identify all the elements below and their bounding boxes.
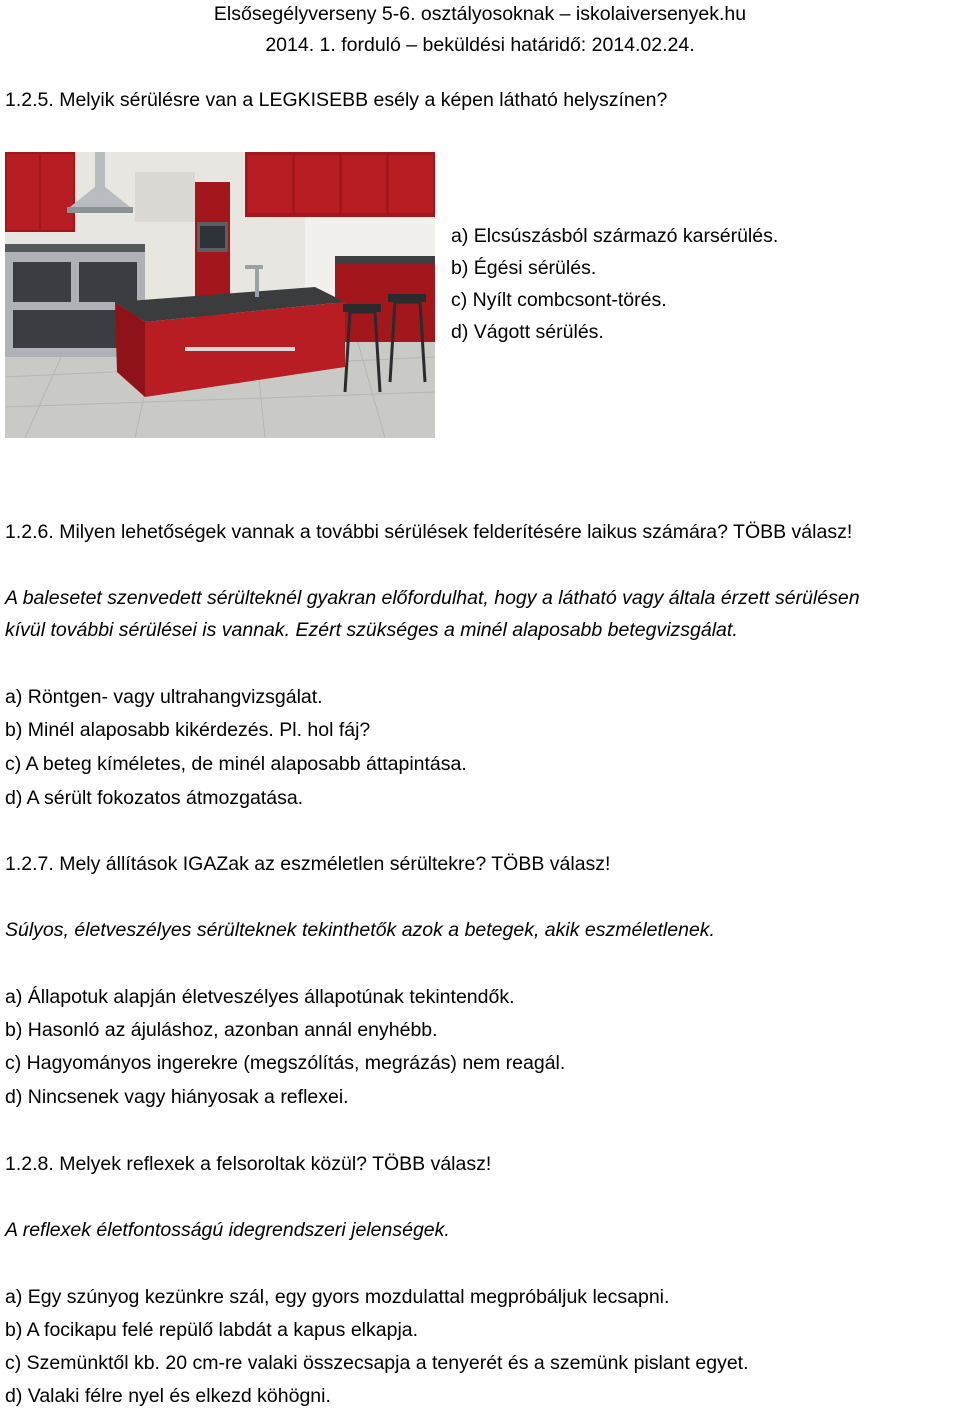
intro-1-2-6-line1: A balesetet szenvedett sérülteknél gyakran előfordulhat, hogy a látható vagy általa érzett sérülésen — [5, 587, 860, 609]
option-1-2-8-b: b) A focikapu felé repülő labdát a kapus elkapja. — [5, 1319, 419, 1341]
intro-1-2-6-line2: kívül további sérülései is vannak. Ezért szükséges a minél alaposabb betegvizsgálat. — [5, 619, 738, 641]
question-1-2-8: 1.2.8. Melyek reflexek a felsoroltak közül? TÖBB válasz! — [5, 1153, 492, 1175]
option-1-2-6-a: a) Röntgen- vagy ultrahangvizsgálat. — [5, 686, 323, 708]
option-1-2-6-b: b) Minél alaposabb kikérdezés. Pl. hol fáj? — [5, 719, 371, 741]
question-1-2-6: 1.2.6. Milyen lehetőségek vannak a további sérülések felderítésére laikus számára? TÖBB válasz! — [5, 521, 853, 543]
option-1-2-7-c: c) Hagyományos ingerekre (megszólítás, megrázás) nem reagál. — [5, 1052, 566, 1074]
question-1-2-7: 1.2.7. Mely állítások IGAZak az eszméletlen sérültekre? TÖBB válasz! — [5, 853, 611, 875]
header-title: Elsősegélyverseny 5-6. osztályosoknak – iskolaiversenyek.hu — [213, 3, 747, 25]
intro-1-2-7: Súlyos, életveszélyes sérülteknek tekinthetők azok a betegek, akik eszméletlenek. — [5, 919, 715, 941]
option-1-2-7-a: a) Állapotuk alapján életveszélyes állapotúnak tekintendők. — [5, 986, 515, 1008]
option-1-2-5-a: a) Elcsúszásból származó karsérülés. — [451, 225, 779, 247]
option-1-2-5-d: d) Vágott sérülés. — [451, 321, 604, 343]
header-deadline: 2014. 1. forduló – beküldési határidő: 2014.02.24. — [265, 34, 695, 56]
option-1-2-5-c: c) Nyílt combcsont-törés. — [451, 289, 667, 311]
question-1-2-5: 1.2.5. Melyik sérülésre van a LEGKISEBB esély a képen látható helyszínen? — [5, 89, 668, 111]
option-1-2-6-d: d) A sérült fokozatos átmozgatása. — [5, 787, 304, 809]
option-1-2-7-b: b) Hasonló az ájuláshoz, azonban annál enyhébb. — [5, 1019, 438, 1041]
kitchen-photo-icon — [5, 152, 435, 438]
option-1-2-7-d: d) Nincsenek vagy hiányosak a reflexei. — [5, 1086, 349, 1108]
option-1-2-6-c: c) A beteg kíméletes, de minél alaposabb áttapintása. — [5, 753, 467, 775]
option-1-2-8-d: d) Valaki félre nyel és elkezd köhögni. — [5, 1385, 331, 1407]
option-1-2-8-a: a) Egy szúnyog kezünkre szál, egy gyors mozdulattal megpróbáljuk lecsapni. — [5, 1286, 670, 1308]
option-1-2-8-c: c) Szemünktől kb. 20 cm-re valaki összecsapja a tenyerét és a szemünk pislant egyet. — [5, 1352, 749, 1374]
option-1-2-5-b: b) Égési sérülés. — [451, 257, 597, 279]
intro-1-2-8: A reflexek életfontosságú idegrendszeri jelenségek. — [5, 1219, 450, 1241]
